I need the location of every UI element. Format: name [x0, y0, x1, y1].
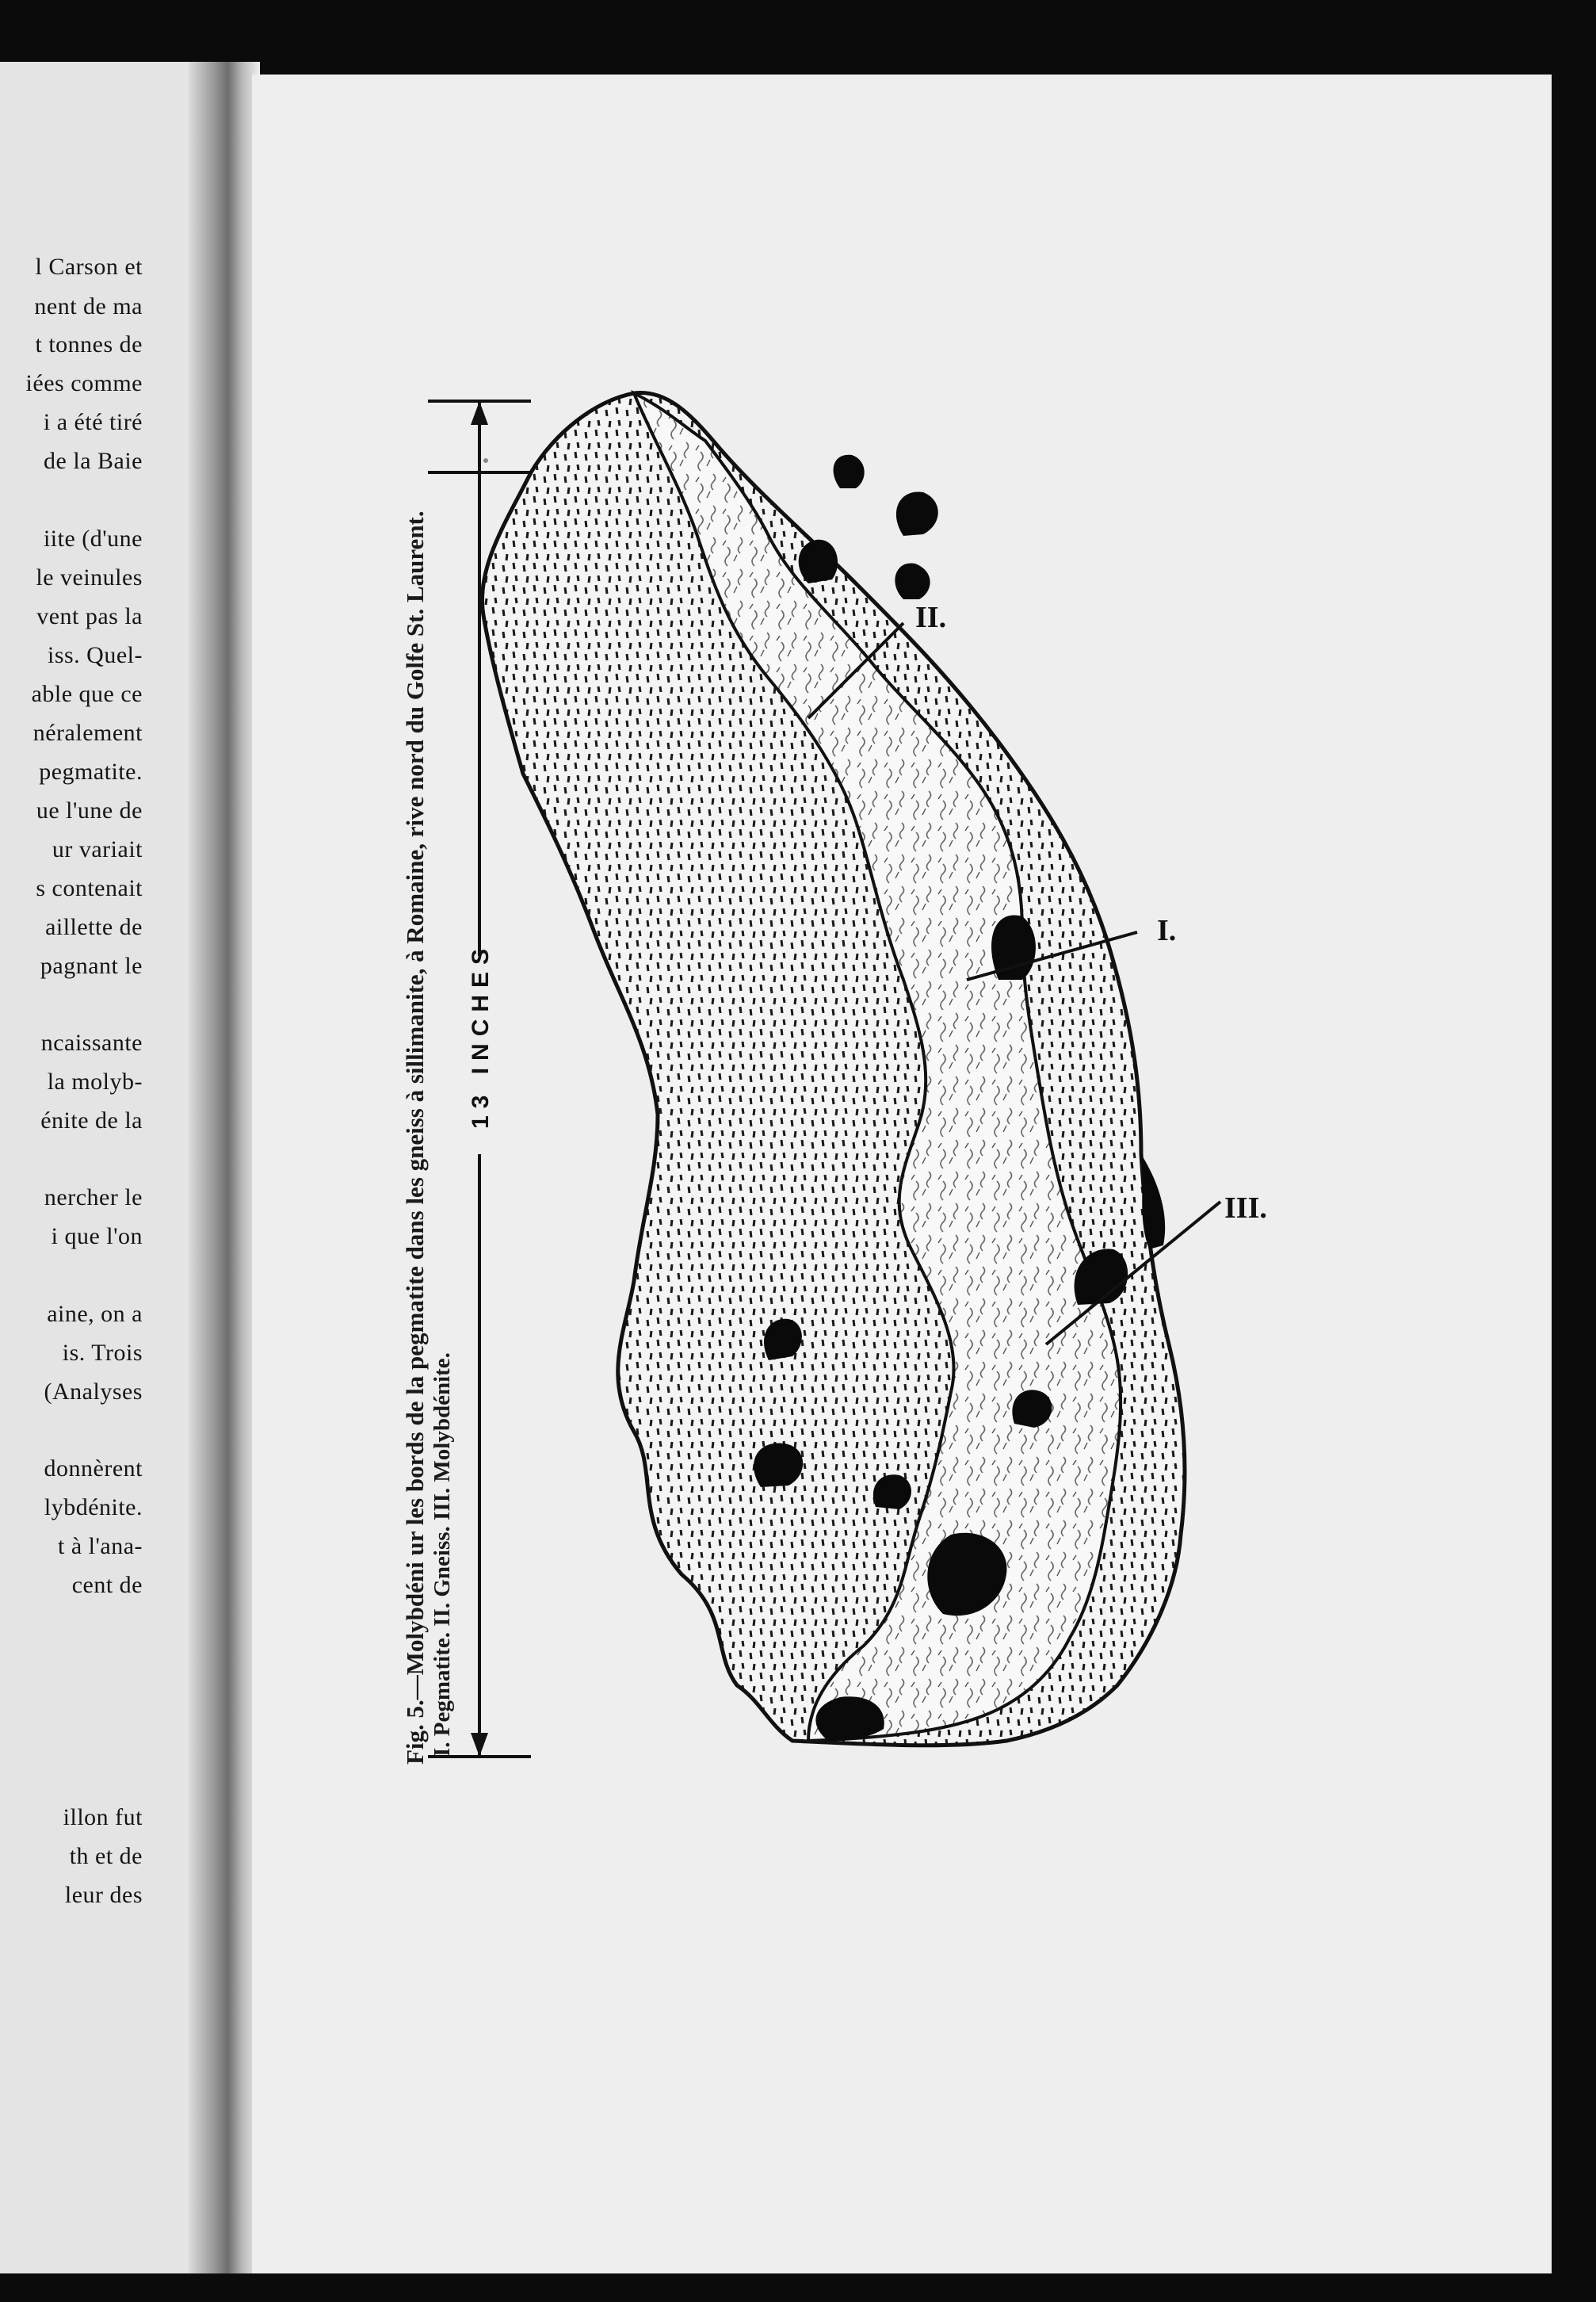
book-gutter [189, 62, 260, 2273]
label-one: I. [1157, 914, 1177, 947]
left-page-line: la molyb- [47, 1069, 143, 1095]
left-page-line: th et de [69, 1843, 143, 1869]
left-page-line: énite de la [40, 1107, 143, 1134]
left-page-line: vent pas la [36, 603, 143, 629]
left-page-line: ncaissante [40, 1030, 143, 1056]
molybdenite-patch [834, 455, 865, 488]
left-page-line: l Carson et [35, 254, 143, 280]
label-three: III. [1224, 1191, 1267, 1225]
left-page-line: le veinules [36, 564, 143, 591]
left-page-line: s contenait [36, 875, 143, 901]
left-page-line: i a été tiré [43, 409, 143, 435]
figure-rotated [396, 358, 1331, 1772]
scale-arrow-right [471, 401, 488, 425]
left-page-line: cent de [71, 1572, 143, 1598]
caption-line-1: Fig. 5.—Molybdéni ur les bords de la pegmatite dans les gneiss à sillimanite, à Romaine, rive nord du Golfe St. Laurent. [401, 510, 429, 1765]
left-page-line: aine, on a [47, 1301, 143, 1327]
molybdenite-patch [895, 563, 930, 599]
left-page-line: néralement [32, 720, 143, 746]
scale-arrow-left [471, 1733, 488, 1757]
left-page-line: t tonnes de [35, 331, 143, 358]
molybdenite-patch [896, 491, 938, 536]
left-page-line: i que l'on [51, 1223, 143, 1249]
left-page-line: able que ce [31, 681, 143, 707]
specimen-drawing [396, 358, 1331, 1772]
left-page-line: nercher le [44, 1184, 143, 1210]
left-page-line: lybdénite. [44, 1494, 143, 1520]
label-two: II. [915, 601, 947, 634]
left-page-line: de la Baie [44, 448, 143, 474]
left-page-line: pagnant le [40, 953, 143, 979]
left-page-line: illon fut [63, 1804, 143, 1830]
molybdenite-patch [799, 540, 838, 583]
left-page-line: pegmatite. [39, 759, 143, 785]
left-page-line: ue l'une de [36, 797, 143, 824]
left-page-line: ur variait [52, 836, 143, 862]
caption-line-2: I. Pegmatite. II. Gneiss. III. Molybdénite. [430, 1352, 455, 1757]
left-page-line: iite (d'une [43, 526, 143, 552]
left-page-line: is. Trois [62, 1340, 143, 1366]
left-page-line: (Analyses [44, 1379, 143, 1405]
left-page-line: aillette de [45, 914, 143, 940]
left-page-line: iées comme [25, 370, 143, 396]
left-page-line: nent de ma [34, 293, 143, 319]
left-page-line: t à l'ana- [57, 1533, 143, 1559]
left-page-line: leur des [64, 1882, 143, 1908]
scale-label: 13 INCHES [468, 941, 494, 1129]
left-page-line: iss. Quel- [48, 642, 143, 668]
left-page-line: donnèrent [44, 1455, 143, 1482]
